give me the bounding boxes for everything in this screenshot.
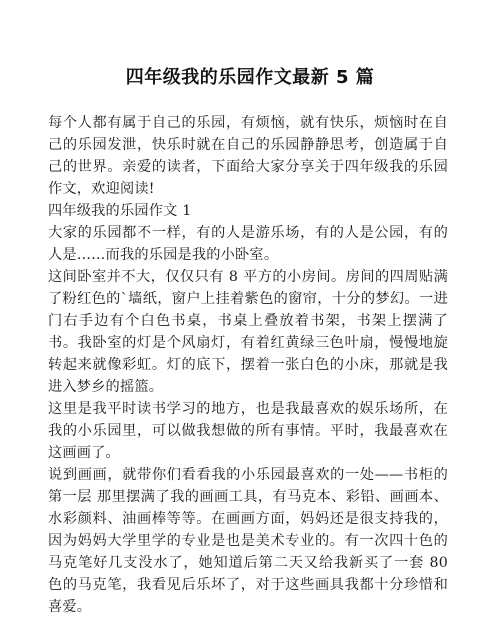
body-paragraph: 这间卧室并不大，仅仅只有 8 平方的小房间。房间的四周贴满了粉红色的`墙纸，窗户上挂着紫色的窗帘，十分的梦幻。一进门右手边有个白色书桌，书桌上叠放着书架，书架上摆满了书。我卧室的灯是个风扇灯，有着红黄绿三色叶扇，慢慢地旋转起来就像彩虹。灯的底下，摆着一张白色的小床，那就是我进入梦乡的摇篮。 xyxy=(48,269,448,395)
document-title: 四年级我的乐园作文最新 5 篇 xyxy=(125,67,375,88)
body-paragraph: 说到画画，就带你们看看我的小乐园最喜欢的一处——书柜的第一层 那里摆满了我的画画工具，有马克本、彩铅、画画本、水彩颜料、油画棒等等。在画画方面，妈妈还是很支持我的，因为妈妈大学里学的专业是也是美术专业的。有一次四十色的马克笔好几支没水了，她知道后第二天又给我新买了一套 80 色的马克笔，我看见后乐坏了，对于这些画具我都十分珍惜和喜爱。 xyxy=(48,467,448,615)
body-paragraph: 这里是我平时读书学习的地方，也是我最喜欢的娱乐场所，在我的小乐园里，可以做我想做的所有事情。平时，我最喜欢在这画画了。 xyxy=(48,401,448,461)
document-body xyxy=(48,112,448,618)
body-paragraph: 大家的乐园都不一样，有的人是游乐场，有的人是公园，有的人是……而我的乐园是我的小卧室。 xyxy=(48,225,448,263)
section-heading: 四年级我的乐园作文 1 xyxy=(48,203,192,219)
intro-paragraph: 每个人都有属于自己的乐园，有烦恼，就有快乐，烦恼时在自己的乐园发泄，快乐时就在自己的乐园静静思考，创造属于自己的世界。亲爱的读者，下面给大家分享关于四年级我的乐园作文，欢迎阅读! xyxy=(48,115,448,197)
